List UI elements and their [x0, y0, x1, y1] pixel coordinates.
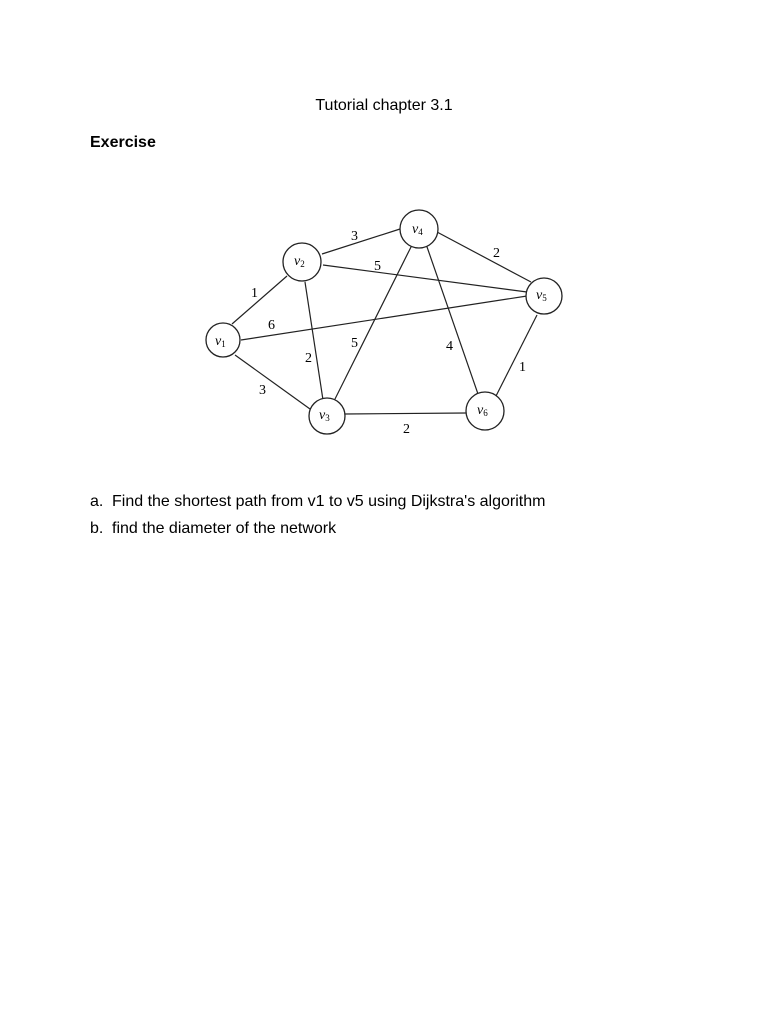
- question-list: [90, 488, 545, 542]
- weight-v2-v3: 2: [305, 351, 312, 366]
- vertex-v6-label: v6: [477, 403, 488, 418]
- question-marker: a.: [90, 493, 104, 510]
- vertex-v3-label: v3: [319, 408, 330, 423]
- question-item: [90, 488, 545, 515]
- edge-v4-v5: [437, 232, 531, 282]
- question-item: [90, 515, 545, 542]
- vertex-v5-label: v5: [536, 288, 547, 303]
- vertex-v4-label: v4: [412, 222, 423, 237]
- edge-v5-v6: [495, 315, 537, 398]
- weight-v2-v4: 3: [351, 229, 358, 244]
- question-marker: b.: [90, 520, 104, 537]
- question-text: Find the shortest path from v1 to v5 using Dijkstra's algorithm: [112, 493, 546, 510]
- weight-v4-v5: 2: [493, 246, 500, 261]
- weight-v5-v6: 1: [519, 360, 526, 375]
- vertex-v1-label: v1: [215, 334, 226, 349]
- edge-v4-v6: [426, 244, 478, 394]
- weight-v2-v5: 5: [374, 259, 381, 274]
- edge-v1-v5: [241, 296, 527, 340]
- edge-v1-v3: [235, 355, 310, 409]
- weight-v1-v2: 1: [251, 286, 258, 301]
- exercise-heading: Exercise: [90, 134, 156, 151]
- edge-v2-v4: [322, 229, 400, 254]
- weight-v4-v6: 4: [446, 339, 453, 354]
- weight-v3-v6: 2: [403, 422, 410, 437]
- edge-v2-v5: [323, 265, 527, 292]
- document-title: Tutorial chapter 3.1: [315, 97, 453, 114]
- question-text: find the diameter of the network: [112, 520, 337, 537]
- edge-v3-v6: [345, 413, 466, 414]
- weight-v1-v5: 6: [268, 318, 275, 333]
- vertex-v2-label: v2: [294, 254, 305, 269]
- edge-v1-v2: [232, 276, 287, 324]
- weight-v4-v3: 5: [351, 336, 358, 351]
- edge-v2-v3: [305, 282, 323, 400]
- network-graph: [0, 0, 768, 460]
- weight-v1-v3: 3: [259, 383, 266, 398]
